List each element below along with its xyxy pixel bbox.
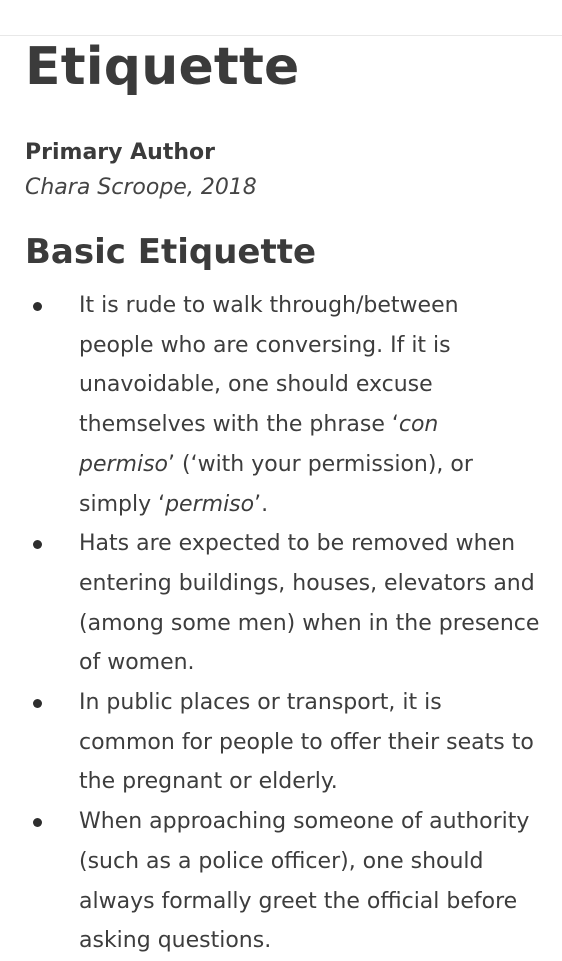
list-item-text — [79, 293, 473, 517]
bullet-icon — [33, 302, 42, 311]
author-label: Primary Author — [25, 140, 215, 165]
list-item-text: In public places or transport, it is common for people to offer their seats to the pregnant or elderly. — [79, 690, 534, 795]
list-item — [25, 683, 540, 802]
article-body — [25, 36, 540, 954]
bullet-icon — [33, 540, 42, 549]
text-segment: ’. — [254, 491, 269, 517]
list-item — [25, 524, 540, 683]
list-item-text: Hats are expected to be removed when entering buildings, houses, elevators and (among some men) when in the presence of women. — [79, 531, 540, 676]
bullet-icon — [33, 699, 42, 708]
text-segment: It is rude to walk through/between people who are conversing. If it is unavoidable, one should excuse themselves with the phrase ‘ — [79, 293, 459, 438]
list-item — [25, 802, 540, 961]
author-name: Chara Scroope, 2018 — [25, 175, 257, 200]
etiquette-list — [25, 286, 540, 961]
bullet-icon — [33, 818, 42, 827]
list-item — [25, 286, 540, 524]
page-title: Etiquette — [25, 37, 300, 97]
section-heading: Basic Etiquette — [25, 232, 317, 272]
text-segment: ’ (‘with your permission), or simply ‘ — [79, 451, 473, 517]
list-item-text: When approaching someone of authority (such as a police officer), one should always formally greet the official before asking questions. — [79, 809, 530, 954]
text-segment-italic: permiso — [165, 491, 255, 517]
text-segment-italic: con permiso — [79, 412, 439, 477]
